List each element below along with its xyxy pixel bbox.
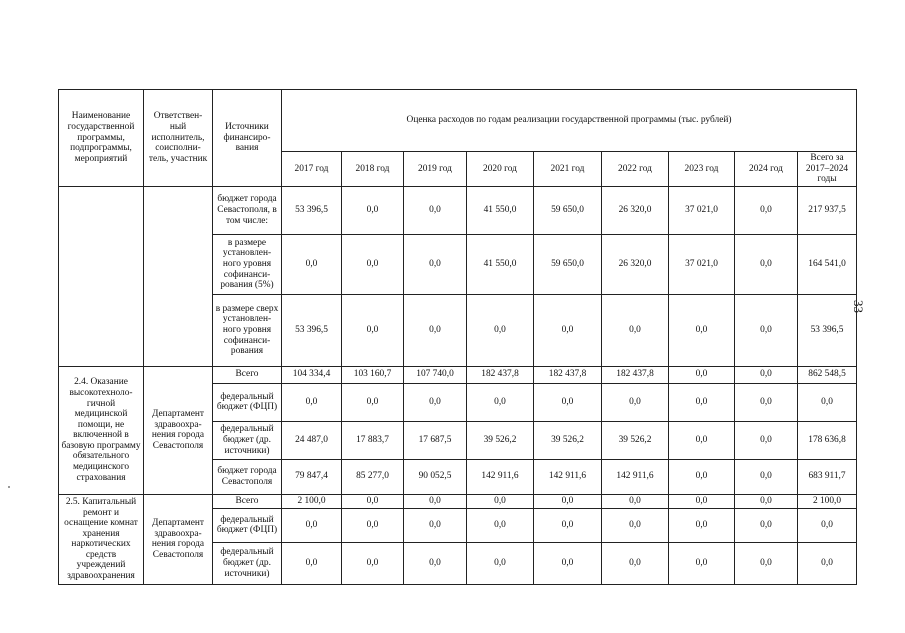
year-value-cell: 0,0 <box>669 494 735 508</box>
year-value-cell: 17 883,7 <box>342 421 404 459</box>
year-value-cell: 0,0 <box>669 383 735 421</box>
year-value-cell: 0,0 <box>602 494 669 508</box>
year-value-cell: 0,0 <box>282 234 342 294</box>
header-row-top <box>59 90 857 152</box>
year-value-cell: 17 687,5 <box>404 421 467 459</box>
year-value-cell: 0,0 <box>534 542 602 584</box>
funding-source-cell: федеральный бюджет (др. источники) <box>213 542 282 584</box>
header-responsible: Ответствен-ный исполнитель, соисполни-тель, участник <box>144 90 213 187</box>
year-value-cell: 0,0 <box>534 508 602 542</box>
year-value-cell: 0,0 <box>467 542 534 584</box>
total-cell: 53 396,5 <box>798 294 857 366</box>
year-value-cell: 0,0 <box>534 494 602 508</box>
program-name-cell <box>59 186 144 366</box>
header-year: 2024 год <box>735 152 798 187</box>
year-value-cell: 0,0 <box>735 234 798 294</box>
year-value-cell: 0,0 <box>467 494 534 508</box>
year-value-cell: 0,0 <box>602 294 669 366</box>
year-value-cell: 59 650,0 <box>534 186 602 234</box>
total-cell: 2 100,0 <box>798 494 857 508</box>
total-cell: 178 636,8 <box>798 421 857 459</box>
funding-source-cell: федеральный бюджет (др. источники) <box>213 421 282 459</box>
year-value-cell: 0,0 <box>342 234 404 294</box>
year-value-cell: 0,0 <box>282 383 342 421</box>
year-value-cell: 26 320,0 <box>602 234 669 294</box>
year-value-cell: 0,0 <box>735 459 798 494</box>
responsible-cell: Департамент здравоохра-нения города Севастополя <box>144 494 213 584</box>
funding-source-cell: федеральный бюджет (ФЦП) <box>213 383 282 421</box>
year-value-cell: 79 847,4 <box>282 459 342 494</box>
year-value-cell: 37 021,0 <box>669 186 735 234</box>
year-value-cell: 0,0 <box>602 508 669 542</box>
year-value-cell: 0,0 <box>404 542 467 584</box>
header-program-name: Наименование государственной программы, подпрограммы, мероприятий <box>59 90 144 187</box>
year-value-cell: 0,0 <box>404 294 467 366</box>
year-value-cell: 24 487,0 <box>282 421 342 459</box>
table-row <box>59 186 857 234</box>
total-cell: 0,0 <box>798 508 857 542</box>
header-year: 2023 год <box>669 152 735 187</box>
year-value-cell: 0,0 <box>404 383 467 421</box>
year-value-cell: 59 650,0 <box>534 234 602 294</box>
year-value-cell: 182 437,8 <box>534 366 602 383</box>
funding-source-cell: в размере сверх установлен-ного уровня софинанси-рования <box>213 294 282 366</box>
year-value-cell: 0,0 <box>404 494 467 508</box>
year-value-cell: 0,0 <box>735 383 798 421</box>
funding-source-cell: в размере установлен-ного уровня софинанси-рования (5%) <box>213 234 282 294</box>
year-value-cell: 0,0 <box>342 383 404 421</box>
year-value-cell: 0,0 <box>342 542 404 584</box>
year-value-cell: 39 526,2 <box>467 421 534 459</box>
header-year: 2021 год <box>534 152 602 187</box>
responsible-cell <box>144 186 213 366</box>
year-value-cell: 0,0 <box>342 294 404 366</box>
table-row <box>59 366 857 383</box>
year-value-cell: 85 277,0 <box>342 459 404 494</box>
year-value-cell: 0,0 <box>669 421 735 459</box>
year-value-cell: 0,0 <box>735 508 798 542</box>
table-row <box>59 494 857 508</box>
header-estimate-title: Оценка расходов по годам реализации государственной программы (тыс. рублей) <box>282 90 857 152</box>
year-value-cell: 0,0 <box>534 294 602 366</box>
year-value-cell: 0,0 <box>735 294 798 366</box>
header-year: 2018 год <box>342 152 404 187</box>
year-value-cell: 0,0 <box>534 383 602 421</box>
funding-source-cell: федеральный бюджет (ФЦП) <box>213 508 282 542</box>
header-year: 2020 год <box>467 152 534 187</box>
year-value-cell: 0,0 <box>282 508 342 542</box>
year-value-cell: 142 911,6 <box>534 459 602 494</box>
year-value-cell: 182 437,8 <box>467 366 534 383</box>
scan-speck <box>8 486 10 488</box>
year-value-cell: 104 334,4 <box>282 366 342 383</box>
total-cell: 164 541,0 <box>798 234 857 294</box>
year-value-cell: 0,0 <box>467 294 534 366</box>
year-value-cell: 53 396,5 <box>282 186 342 234</box>
total-cell: 217 937,5 <box>798 186 857 234</box>
year-value-cell: 41 550,0 <box>467 186 534 234</box>
year-value-cell: 0,0 <box>735 542 798 584</box>
page-number: 33 <box>851 300 866 313</box>
program-name-cell: 2.4. Оказание высокотехноло-гичной медицинской помощи, не включенной в базовую программу обязательного медицинского страхования <box>59 366 144 494</box>
year-value-cell: 0,0 <box>404 508 467 542</box>
year-value-cell: 39 526,2 <box>534 421 602 459</box>
year-value-cell: 53 396,5 <box>282 294 342 366</box>
year-value-cell: 90 052,5 <box>404 459 467 494</box>
year-value-cell: 0,0 <box>735 186 798 234</box>
budget-table <box>58 89 857 585</box>
year-value-cell: 37 021,0 <box>669 234 735 294</box>
year-value-cell: 0,0 <box>282 542 342 584</box>
year-value-cell: 0,0 <box>735 366 798 383</box>
year-value-cell: 0,0 <box>342 494 404 508</box>
year-value-cell: 0,0 <box>602 383 669 421</box>
year-value-cell: 0,0 <box>342 186 404 234</box>
year-value-cell: 142 911,6 <box>602 459 669 494</box>
year-value-cell: 182 437,8 <box>602 366 669 383</box>
year-value-cell: 0,0 <box>669 508 735 542</box>
year-value-cell: 26 320,0 <box>602 186 669 234</box>
header-funding-source: Источники финансиро-вания <box>213 90 282 187</box>
year-value-cell: 107 740,0 <box>404 366 467 383</box>
year-value-cell: 0,0 <box>342 508 404 542</box>
year-value-cell: 0,0 <box>467 508 534 542</box>
total-cell: 0,0 <box>798 542 857 584</box>
header-year: 2019 год <box>404 152 467 187</box>
total-cell: 683 911,7 <box>798 459 857 494</box>
year-value-cell: 0,0 <box>669 459 735 494</box>
year-value-cell: 103 160,7 <box>342 366 404 383</box>
year-value-cell: 0,0 <box>735 421 798 459</box>
responsible-cell: Департамент здравоохра-нения города Севастополя <box>144 366 213 494</box>
header-year: 2017 год <box>282 152 342 187</box>
header-total: Всего за 2017–2024 годы <box>798 152 857 187</box>
funding-source-cell: Всего <box>213 366 282 383</box>
funding-source-cell: бюджет города Севастополя, в том числе: <box>213 186 282 234</box>
year-value-cell: 0,0 <box>602 542 669 584</box>
year-value-cell: 0,0 <box>669 366 735 383</box>
year-value-cell: 2 100,0 <box>282 494 342 508</box>
year-value-cell: 41 550,0 <box>467 234 534 294</box>
year-value-cell: 0,0 <box>404 186 467 234</box>
program-name-cell: 2.5. Капитальный ремонт и оснащение комнат хранения наркотических средств учреждений здравоохранения <box>59 494 144 584</box>
year-value-cell: 0,0 <box>669 294 735 366</box>
total-cell: 0,0 <box>798 383 857 421</box>
year-value-cell: 0,0 <box>467 383 534 421</box>
year-value-cell: 0,0 <box>669 542 735 584</box>
year-value-cell: 142 911,6 <box>467 459 534 494</box>
funding-source-cell: бюджет города Севастополя <box>213 459 282 494</box>
total-cell: 862 548,5 <box>798 366 857 383</box>
year-value-cell: 0,0 <box>404 234 467 294</box>
funding-source-cell: Всего <box>213 494 282 508</box>
year-value-cell: 0,0 <box>735 494 798 508</box>
header-year: 2022 год <box>602 152 669 187</box>
year-value-cell: 39 526,2 <box>602 421 669 459</box>
